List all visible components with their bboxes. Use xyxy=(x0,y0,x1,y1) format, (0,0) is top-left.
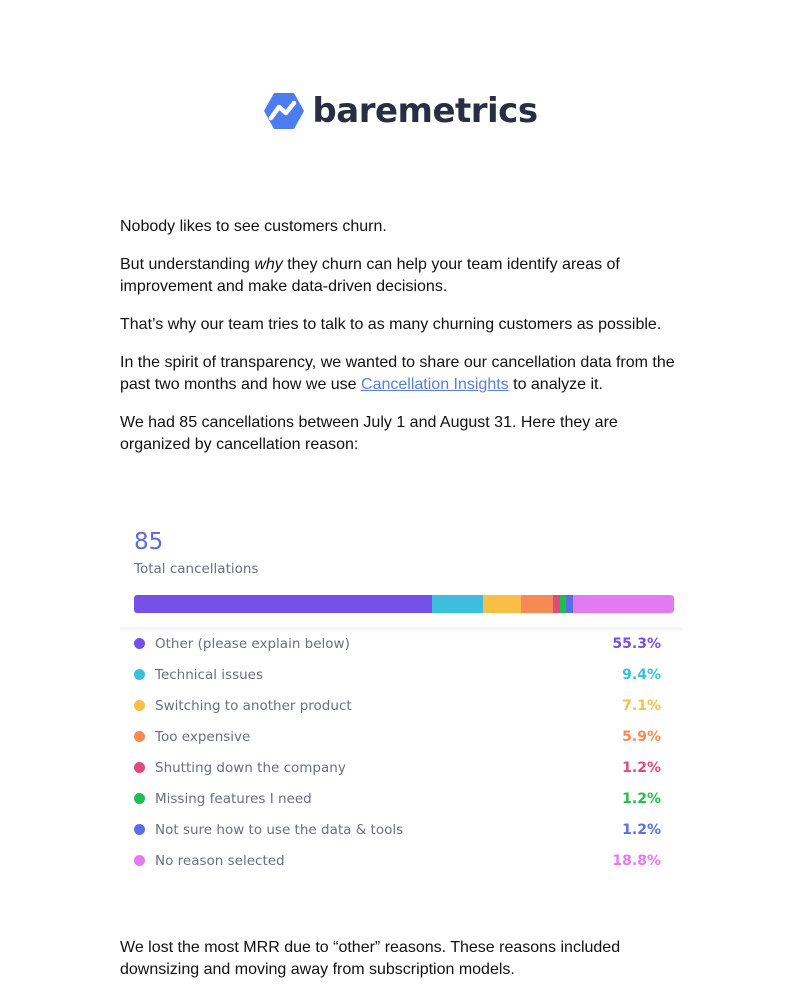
brand-name: baremetrics xyxy=(312,91,538,131)
reason-row xyxy=(134,783,661,814)
reason-percentage: 55.3% xyxy=(612,635,661,652)
legend-dot-icon xyxy=(134,855,145,866)
reason-percentage: 1.2% xyxy=(622,821,661,838)
bar-segment xyxy=(432,595,483,613)
reason-row xyxy=(134,690,661,721)
legend-dot-icon xyxy=(134,793,145,804)
paragraph-cancellations: We had 85 cancellations between July 1 and August 31. Here they are organized by cancellation reason: xyxy=(120,414,618,453)
reason-percentage: 1.2% xyxy=(622,759,661,776)
stacked-bar xyxy=(134,595,674,613)
paragraph-understanding: But understanding why they churn can help your team identify areas of improvement and make data-driven decisions. xyxy=(120,256,620,295)
reason-row xyxy=(134,659,661,690)
legend-dot-icon xyxy=(134,731,145,742)
cancellation-chart xyxy=(120,515,690,875)
emphasis-why: why xyxy=(254,256,283,273)
legend-dot-icon xyxy=(134,638,145,649)
paragraph-intro: Nobody likes to see customers churn. xyxy=(120,218,387,235)
reason-row xyxy=(134,752,661,783)
reason-label: Technical issues xyxy=(155,666,263,683)
paragraph-mrr: We lost the most MRR due to “other” reasons. These reasons included downsizing and moving away from subscription models. xyxy=(120,939,621,978)
reason-label: Other (please explain below) xyxy=(155,635,350,652)
reason-row xyxy=(134,721,661,752)
legend-dot-icon xyxy=(134,700,145,711)
paragraph-transparency: In the spirit of transparency, we wanted to share our cancellation data from the past two months and how we use Cancellation Insights to analyze it. xyxy=(120,354,675,393)
bar-segment xyxy=(134,595,432,613)
reason-label: No reason selected xyxy=(155,852,285,869)
bar-segment xyxy=(521,595,553,613)
reason-label: Switching to another product xyxy=(155,697,352,714)
legend-dot-icon xyxy=(134,824,145,835)
legend-dot-icon xyxy=(134,669,145,680)
legend-dot-icon xyxy=(134,762,145,773)
reason-list xyxy=(134,628,661,876)
reason-label: Missing features I need xyxy=(155,790,312,807)
reason-label: Not sure how to use the data & tools xyxy=(155,821,404,838)
paragraph-team: That’s why our team tries to talk to as many churning customers as possible. xyxy=(120,316,662,333)
baremetrics-logo-icon xyxy=(262,91,306,131)
reason-label: Shutting down the company xyxy=(155,759,346,776)
closing-section xyxy=(120,937,680,981)
email-body xyxy=(120,216,680,472)
reason-percentage: 5.9% xyxy=(622,728,661,745)
total-cancellations-label: Total cancellations xyxy=(134,561,259,577)
bar-segment xyxy=(483,595,521,613)
brand-logo[interactable] xyxy=(0,88,800,134)
reason-row xyxy=(134,814,661,845)
bar-segment xyxy=(573,595,674,613)
reason-percentage: 7.1% xyxy=(622,697,661,714)
reason-percentage: 9.4% xyxy=(622,666,661,683)
cancellation-insights-link[interactable]: Cancellation Insights xyxy=(361,376,509,393)
reason-percentage: 18.8% xyxy=(612,852,661,869)
total-cancellations-value: 85 xyxy=(134,529,164,555)
reason-row xyxy=(134,845,661,876)
reason-label: Too expensive xyxy=(155,728,251,745)
reason-row xyxy=(134,628,661,659)
reason-percentage: 1.2% xyxy=(622,790,661,807)
